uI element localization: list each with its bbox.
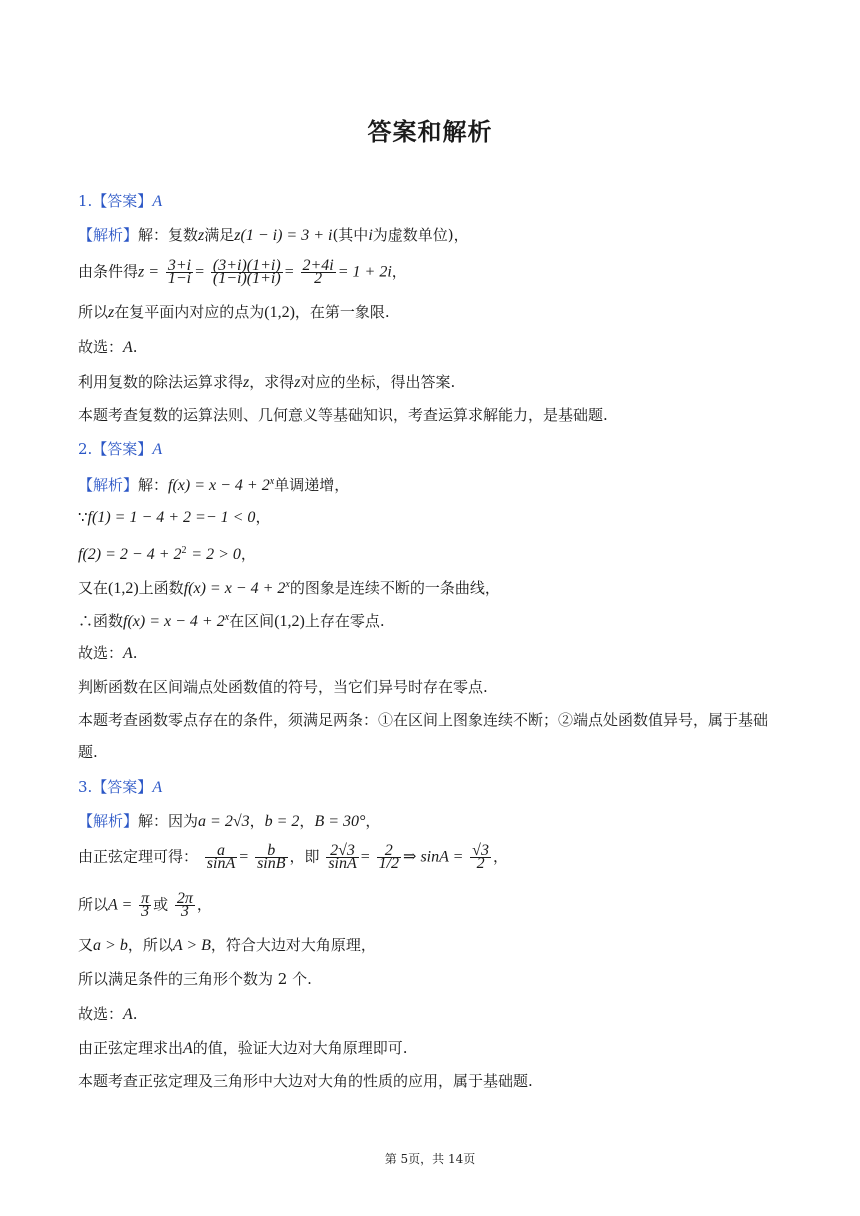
denominator: 2 [314,270,323,287]
text: ∴函数 [78,612,124,630]
q3-line-7 [78,1037,788,1060]
q2-line-5 [78,607,788,633]
q2-line-3 [78,540,788,566]
text: 的值，验证大边对大角原理即可. [192,1039,408,1057]
text: 解：复数 [138,226,199,244]
page-footer: 第 5页，共 14页 [384,1152,476,1166]
q3-analysis-tag: 【解析】 [78,812,139,830]
numerator: 2√3 [326,845,358,858]
q1-line-1 [78,224,788,247]
math: b = 2 [264,813,300,830]
fraction [377,842,401,872]
q3-line-5: 所以满足条件的三角形个数为 2 个. [78,970,312,988]
text: ，在第一象限. [294,303,390,321]
text: 为虚数单位)， [372,226,469,244]
denominator: 3 [180,903,189,920]
denominator: sinA [328,855,357,872]
text: 所以 [78,303,109,321]
q3-answer: A [152,779,163,796]
text: 满足 [204,226,235,244]
superscript: x [285,579,290,590]
text: . [132,644,138,662]
denominator: sinA [206,855,236,872]
fraction [166,257,193,287]
fraction [301,257,336,287]
q2-line-9: 题. [78,743,98,761]
text: 又 [78,936,94,954]
denominator: 3 [141,903,150,920]
math: ⇒ sinA = [403,848,464,866]
q2-line-2 [78,506,788,529]
q2-line-6 [78,642,788,665]
q3-line-4 [78,934,788,957]
numerator: b [255,845,287,858]
fraction [139,890,151,920]
q1-line-2 [78,257,788,287]
text: 由正弦定理求出 [78,1039,184,1057]
math: a > b [93,937,128,954]
math: f(x) = x − 4 + 2 [168,477,270,494]
text: 解：因为 [138,812,199,830]
text: 由正弦定理可得： [78,847,199,866]
fraction [255,842,287,872]
q2-line-8: 本题考查函数零点存在的条件，须满足两条：①在区间上图象连续不断；②端点处函数值异号，属于基础 [78,711,769,729]
text: 上存在零点. [304,612,385,630]
text: 单调递增， [274,476,350,494]
q1-line-3 [78,301,788,324]
text: 在复平面内对应的点为 [114,303,265,321]
math: (1,2) [108,580,139,597]
q3-answer-heading [78,776,788,799]
math: a = 2√3 [198,813,250,830]
q1-line-5 [78,371,788,394]
text: 上函数 [138,579,184,597]
math: A = [108,896,133,914]
math: B = 30° [314,813,366,830]
superscript: x [269,476,275,487]
text: ，求得 [249,373,295,391]
denominator: 1/2 [378,855,400,872]
q1-answer: A [152,193,163,210]
math: z [294,374,301,391]
fraction [470,842,491,872]
q3-heading-label: 3.【答案】 [78,778,153,796]
q1-line-6: 本题考查复数的运算法则、几何意义等基础知识，考查运算求解能力，是基础题. [78,406,608,424]
text: . [132,338,138,356]
text: 又在 [78,579,109,597]
denominator: 2 [476,855,485,872]
q1-analysis-tag: 【解析】 [78,226,139,244]
math: = 2 > 0 [191,546,241,563]
numerator: √3 [472,842,489,859]
fraction [205,842,237,872]
q3-line-6 [78,1003,788,1026]
text: 对应的坐标，得出答案. [300,373,456,391]
text: ， [255,508,271,526]
text: 利用复数的除法运算求得 [78,373,244,391]
math: = [239,848,249,866]
math: = [284,263,294,281]
math: z = [138,263,160,281]
q2-line-4 [78,574,788,600]
math: = [360,848,370,866]
text: ， [391,262,407,281]
q2-line-7: 判断函数在区间端点处函数值的符号，当它们异号时存在零点. [78,678,488,696]
math: z [243,374,250,391]
math: (1,2) [264,304,295,321]
q3-line-8: 本题考查正弦定理及三角形中大边对大角的性质的应用，属于基础题. [78,1072,533,1090]
q3-line-3 [78,890,788,920]
numerator: 3+i [167,257,192,274]
text: ， [196,895,212,914]
q2-answer: A [152,441,163,458]
superscript: x [224,612,230,623]
text: ，即 [289,847,320,866]
q2-heading-label: 2.【答案】 [78,440,153,458]
denominator: 1−i [167,270,192,287]
numerator: 2π [176,890,193,907]
math: = [195,263,205,281]
text: 在区间 [229,612,275,630]
text: ， [240,545,256,563]
text: (其中 [332,226,369,244]
fraction [175,890,195,920]
math: z(1 − i) = 3 + i [234,227,333,244]
math: A [123,1006,133,1023]
q1-answer-heading [78,190,788,213]
q3-line-1 [78,810,788,833]
text: . [132,1005,138,1023]
math: A [123,645,133,662]
text: 故选： [78,338,124,356]
math: f(x) = x − 4 + 2 [123,613,225,630]
text: 所以 [78,895,109,914]
q2-line-1 [78,471,788,497]
numerator: π [141,890,150,907]
math: i [368,227,373,244]
math: A [123,339,133,356]
text: 解： [138,476,169,494]
denominator: (1−i)(1+i) [212,270,281,287]
math: f(x) = x − 4 + 2 [183,580,286,597]
math: z [108,304,115,321]
numerator: 2 [377,845,401,858]
q2-answer-heading [78,438,788,461]
numerator: 2+4i [302,257,334,274]
text: ， [365,812,381,830]
numerator: a [205,845,237,858]
numerator: (3+i)(1+i) [212,257,281,274]
math: z [198,227,205,244]
text: ∵ [78,508,88,526]
text: ， [299,812,315,830]
text: 的图象是连续不断的一条曲线， [289,579,500,597]
math: A > B [172,937,211,954]
fraction [326,842,358,872]
text: 故选： [78,1005,124,1023]
math: f(2) = 2 − 4 + 2 [78,546,182,563]
fraction [211,257,283,287]
text: ，所以 [127,936,173,954]
text: 故选： [78,644,124,662]
q3-line-2 [78,842,788,872]
superscript: 2 [181,545,187,556]
text: 或 [153,895,169,914]
text: ， [249,812,265,830]
text: ，符合大边对大角原理， [210,936,376,954]
math: f(1) = 1 − 4 + 2 =− 1 < 0 [87,509,256,526]
q2-analysis-tag: 【解析】 [78,476,139,494]
page-title: 答案和解析 [367,118,493,146]
q1-line-4 [78,336,788,359]
math: = 1 + 2i [337,263,392,281]
text: ， [492,847,508,866]
q1-heading-label: 1.【答案】 [78,192,153,210]
math: A [183,1040,193,1057]
denominator: sinB [257,855,286,872]
text: 由条件得 [78,262,139,281]
math: (1,2) [274,613,305,630]
